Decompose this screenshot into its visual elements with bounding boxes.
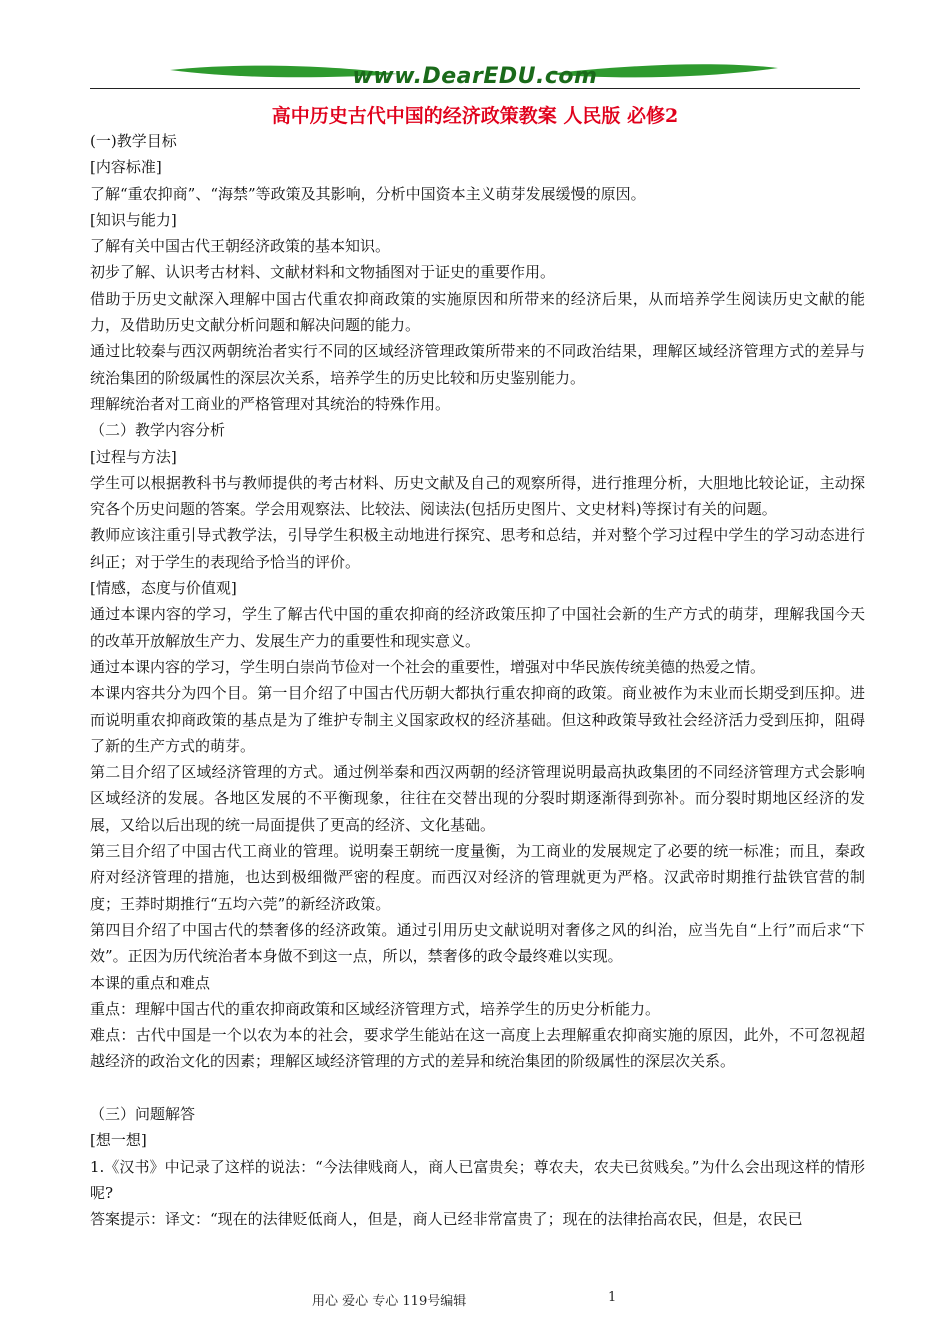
paragraph: [过程与方法] [90,447,177,466]
paragraph: 答案提示：译文：“现在的法律贬低商人，但是，商人已经非常富贵了；现在的法律抬高农民，但是，农民已 [90,1210,803,1229]
document-body [90,128,865,1232]
paragraph: 通过本课内容的学习，学生明白崇尚节俭对一个社会的重要性，增强对中华民族传统美德的热爱之情。 [90,657,766,676]
blank-line [90,1075,865,1101]
paragraph: 借助于历史文献深入理解中国古代重农抑商政策的实施原因和所带来的经济后果，从而培养学生阅读历史文献的能力，及借助历史文献分析问题和解决问题的能力。 [90,289,865,335]
paragraph: 了解“重农抑商”、“海禁”等政策及其影响，分析中国资本主义萌芽发展缓慢的原因。 [90,184,646,203]
paragraph: 教师应该注重引导式教学法，引导学生积极主动地进行探究、思考和总结，并对整个学习过程中学生的学习动态进行纠正；对于学生的表现给予恰当的评价。 [90,526,865,571]
paragraph: 通过本课内容的学习，学生了解古代中国的重农抑商的经济政策压抑了中国社会新的生产方式的萌芽，理解我国今天的改革开放解放生产力、发展生产力的重要性和现实意义。 [90,605,865,650]
header-divider [90,88,860,89]
paragraph: 第三目介绍了中国古代工商业的管理。说明秦王朝统一度量衡，为工商业的发展规定了必要的统一标准；而且，秦政府对经济管理的措施，也达到极细微严密的程度。而西汉对经济的管理就更为严格。汉武帝时期推行盐铁官营的制度；王莽时期推行“五均六莞”的新经济政策。 [90,842,865,913]
document-title: 高中历史古代中国的经济政策教案 人民版 必修2 [271,105,679,127]
paragraph: 学生可以根据教科书与教师提供的考古材料、历史文献及自己的观察所得，进行推理分析，大胆地比较论证，主动探究各个历史问题的答案。学会用观察法、比较法、阅读法(包括历史图片、文史材料)等探讨有关的问题。 [90,473,865,519]
paragraph: 1.《汉书》中记录了这样的说法：“今法律贱商人，商人已富贵矣；尊农夫，农夫已贫贱矣。”为什么会出现这样的情形呢? [90,1157,865,1202]
paragraph: 第四目介绍了中国古代的禁奢侈的经济政策。通过引用历史文献说明对奢侈之风的纠治，应当先自“上行”而后求“下效”。正因为历代统治者本身做不到这一点，所以，禁奢侈的政令最终难以实现。 [90,920,865,966]
paragraph: （二）教学内容分析 [90,421,226,440]
paragraph: （三）问题解答 [90,1104,196,1123]
paragraph: [知识与能力] [90,210,177,229]
paragraph: 理解统治者对工商业的严格管理对其统治的特殊作用。 [90,394,451,413]
page-footer [0,1290,950,1310]
paragraph: (一)教学目标 [90,132,177,150]
logo-text: www.DearEDU.com [352,64,598,89]
paragraph: 初步了解、认识考古材料、文献材料和文物插图对于证史的重要作用。 [90,263,556,282]
page-number: 1 [608,1290,617,1305]
paragraph: 本课的重点和难点 [90,973,211,992]
paragraph: [内容标准] [90,158,162,177]
page-header [0,0,950,100]
paragraph: 本课内容共分为四个目。第一目介绍了中国古代历朝大都执行重农抑商的政策。商业被作为末业而长期受到压抑。进而说明重农抑商政策的基点是为了维护专制主义国家政权的经济基础。但这种政策导致社会经济活力受到压抑，阻碍了新的生产方式的萌芽。 [90,684,865,755]
footer-text: 用心 爱心 专心 119号编辑 [312,1294,467,1309]
paragraph: 第二目介绍了区域经济管理的方式。通过例举秦和西汉两朝的经济管理说明最高执政集团的不同经济管理方式会影响区域经济的发展。各地区发展的不平衡现象，往往在交替出现的分裂时期逐渐得到弥补。而分裂时期地区经济的发展，又给以后出现的统一局面提供了更高的经济、文化基础。 [90,763,865,834]
paragraph: 难点：古代中国是一个以农为本的社会，要求学生能站在这一高度上去理解重农抑商实施的原因，此外，不可忽视超越经济的政治文化的因素；理解区域经济管理的方式的差异和统治集团的阶级属性的深层次关系。 [90,1026,865,1071]
paragraph: 重点：理解中国古代的重农抑商政策和区域经济管理方式，培养学生的历史分析能力。 [90,999,661,1018]
paragraph: 通过比较秦与西汉两朝统治者实行不同的区域经济管理政策所带来的不同政治结果，理解区域经济管理方式的差异与统治集团的阶级属性的深层次关系，培养学生的历史比较和历史鉴别能力。 [90,342,865,387]
paragraph: [想一想] [90,1131,147,1150]
paragraph: [情感，态度与价值观] [90,579,237,598]
paragraph: 了解有关中国古代王朝经济政策的基本知识。 [90,237,391,256]
